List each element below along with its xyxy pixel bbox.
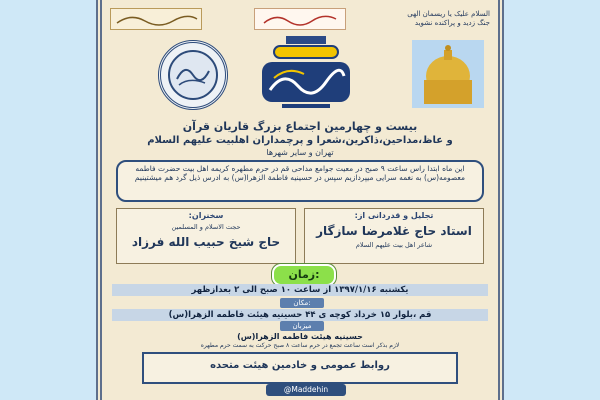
top-right-text: السلام علیک یا ریسمان الهی جنگ زدید و پراکنده نشوید: [407, 10, 490, 27]
poster: [96, 0, 504, 400]
calligraphy-left: [110, 8, 202, 30]
event-title-line2: و عاظ،مداحین،ذاکرین،شعرا و پرچمداران اهلبیت علیهم السلام: [147, 135, 453, 146]
header-row: [110, 34, 490, 114]
footer-text: روابط عمومی و خادمین هیئت متحده: [210, 360, 390, 371]
time-text: یکشنبه ۱۳۹۷/۱/۱۶ از ساعت ۱۰ صبح الی ۲ بعدازظهر: [112, 284, 488, 296]
calligraphy-left-icon: [111, 9, 201, 29]
calligraphy-center-icon: [260, 11, 340, 27]
calligraphy-center: [254, 8, 346, 30]
hayat-logo: [252, 36, 360, 112]
event-title-line3: تهران و سایر شهرها: [266, 148, 334, 157]
speaker-subtitle: حجت الاسلام و المسلمین: [171, 223, 241, 231]
honoree-name: استاد حاج غلامرضا سازگار: [316, 224, 472, 238]
honoree-heading: تجلیل و قدردانی از:: [354, 211, 434, 220]
event-title-line1: بیست و چهارمین اجتماع بزرگ قاریان قرآن: [182, 120, 418, 133]
honoree-subtitle: شاعر اهل بیت علیهم السلام: [355, 241, 433, 249]
speaker-name: حاج شیخ حبیب الله فرزاد: [131, 235, 281, 249]
place-label: مکان:: [280, 298, 324, 308]
honoree-panel: [304, 208, 484, 264]
top-bar: [110, 4, 490, 34]
host-label: میزبان: [280, 321, 324, 331]
footer-box: [142, 352, 458, 384]
calligraphy-seal-icon: [158, 40, 228, 110]
speaker-heading: سخنران:: [188, 211, 224, 220]
hayat-logo-icon: [252, 36, 360, 112]
event-title: [112, 120, 488, 157]
social-handle: @Maddehin: [266, 384, 346, 396]
host-text: حسینیه هیئت فاطمه الزهرا(س): [237, 332, 363, 341]
time-label: زمان:: [272, 264, 336, 286]
place-text: قم ،بلوار ۱۵ خرداد کوچه ی ۴۴ حسینیه هیئت فاطمه الزهرا(س): [112, 309, 488, 321]
speaker-panel: [116, 208, 296, 264]
shrine-image: [412, 40, 484, 108]
gathering-note: لازم بذکر است ساعت تجمع در حرم ساعت ۸ صبح حرکت به سمت حرم مطهره: [200, 342, 400, 349]
shrine-dome-icon: [412, 40, 484, 108]
announcement-scroll: این ماه ابتدا راس ساعت ۹ صبح در معیت جوامع مداحی قم در حرم مطهره کریمه اهل بیت حضرت فاطمه معصومه(س) به نغمه سرایی میپردازیم سپس در حسینیه فاطمة الزهرا(س) به ادرس ذیل گرد هم میشتینیم: [116, 160, 484, 202]
